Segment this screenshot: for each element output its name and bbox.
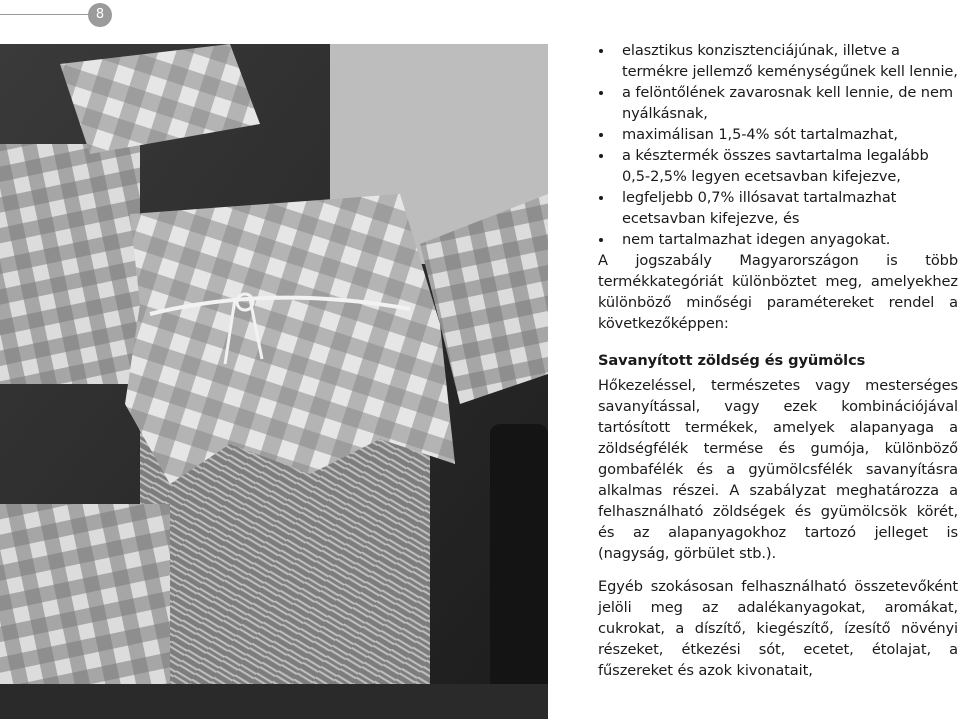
section-heading: Savanyított zöldség és gyümölcs <box>598 352 866 369</box>
header-rule <box>0 14 90 15</box>
text-column <box>598 40 958 681</box>
page-number-badge: 8 <box>88 3 112 27</box>
intro-paragraph: A jogszabály Magyarországon is több termékkategóriát különböztet meg, amelyekhez különböző minőségi paramétereket rendel a következőképpen: <box>598 252 958 332</box>
list-item: elasztikus konzisztenciájúnak, illetve a termékre jellemző keménységűnek kell lennie, <box>598 40 958 82</box>
list-item: legfeljebb 0,7% illósavat tartalmazhat ecetsavban kifejezve, és <box>598 187 958 229</box>
jar-photo <box>0 44 548 719</box>
photo-jars-checkered-cloth-icon <box>0 44 548 719</box>
list-item: a felöntőlének zavarosnak kell lennie, de nem nyálkásnak, <box>598 82 958 124</box>
quality-requirements-list <box>598 40 958 250</box>
list-item: maximálisan 1,5-4% sót tartalmazhat, <box>598 124 958 145</box>
list-item: a késztermék összes savtartalma legalább 0,5-2,5% legyen ecetsavban kifejezve, <box>598 145 958 187</box>
section-paragraph: Hőkezeléssel, természetes vagy mesterséges savanyítással, vagy ezek kombinációjával tartósított termékek, amelyek alapanyaga a zöldségfélék termése és gumója, különböző gombafélék és a gyümölcsfélék savanyításra alkalmas részei. A szabályzat meghatározza a felhasználható zöldségek és gyümölcsök körét, és az alapanyagokhoz tartozó jelleget is (nagyság, görbület stb.). <box>598 377 958 562</box>
list-item: nem tartalmazhat idegen anyagokat. <box>598 229 958 250</box>
ingredients-paragraph: Egyéb szokásosan felhasználható összetevőként jelöli meg az adalékanyagokat, aromákat, cukrokat, a díszítő, kiegészítő, ízesítő növényi részeket, étkezési sót, ecetet, étolajat, a fűszereket és azok kivonatait, <box>598 578 958 679</box>
